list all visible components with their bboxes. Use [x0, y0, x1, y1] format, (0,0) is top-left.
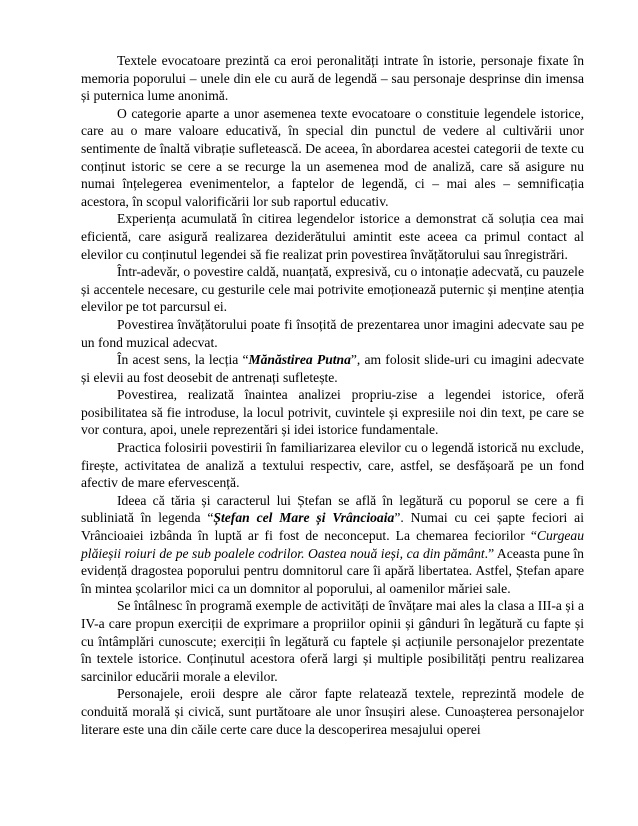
- paragraph-3-text: Experiența acumulată în citirea legendelor istorice a demonstrat că soluția cea mai eficientă, care asigură realizarea deziderătului amintit este aceea ca primul contact al elevilor cu conținutul legendei să fie realizat prin povestirea învățătorului sau înregistrări.: [81, 211, 584, 262]
- paragraph-9: [81, 492, 584, 598]
- paragraph-5: [81, 316, 584, 351]
- paragraph-9-text-c: .” Aceasta pune în evidență dragostea poporului pentru domnitorul care îi apără libertatea. Astfel, Ștefan apare în mintea școlarilor mici ca un domnitor al poporului, al oamenilor măriei sale.: [81, 545, 584, 596]
- paragraph-8-text: Practica folosirii povestirii în familiarizarea elevilor cu o legendă istorică nu exclude, firește, activitatea de analiză a textului respectiv, care, astfel, se desfășoară pe un fond afectiv de mare efervescență.: [81, 440, 584, 491]
- paragraph-9-text-b: ”. Numai cu cei șapte feciori ai Vrâncioaiei izbânda în luptă ar fi fost de neconceput. La chemarea feciorilor “: [81, 510, 584, 544]
- paragraph-10-text: Se întâlnesc în programă exemple de activități de învățare mai ales la clasa a III-a și a IV-a care propun exerciții de exprimare a propriilor opinii și gânduri în legătură cu fapte și cu întâmplări cunoscute; exerciții în legătură cu faptele și acțiunile personajelor prezentate în textele istorice. Conținutul acestora oferă largi și multiple posibilități pentru realizarea sarcinilor educării morale a elevilor.: [81, 598, 584, 684]
- paragraph-6-text-b: ”, am folosit slide-uri cu imagini adecvate și elevii au fost deosebit de antrenați sufletește.: [81, 352, 584, 385]
- paragraph-1: [81, 52, 584, 105]
- paragraph-4-text: Într-adevăr, o povestire caldă, nuanțată, expresivă, cu o intonație adecvată, cu pauzele și accentele necesare, cu gesturile cele mai potrivite emoționează puternic și menține atenția elevilor pe tot parcursul ei.: [81, 264, 584, 315]
- document-page: [81, 52, 584, 738]
- paragraph-3: [81, 210, 584, 263]
- paragraph-5-text: Povestirea învățătorului poate fi însoțită de prezentarea unor imagini adecvate sau pe un fond muzical adecvat.: [81, 316, 584, 350]
- paragraph-6: [81, 351, 584, 386]
- paragraph-2-text: O categorie aparte a unor asemenea texte evocatoare o constituie legendele istorice, care au o mare valoare educativă, în special din punctul de vedere al cultivării unor sentimente de înaltă vibrație sufletească. De aceea, în abordarea acestei categorii de texte cu conținut istoric se cere a se recurge la un asemenea mod de analiză, care să asigure nu numai înțelegerea evenimentelor, a faptelor de legendă, ci – mai ales – semnificația acestora, în scopul valorificării lor sub raportul educativ.: [81, 105, 584, 209]
- paragraph-8: [81, 439, 584, 492]
- paragraph-10: [81, 597, 584, 685]
- paragraph-11: [81, 685, 584, 738]
- paragraph-7-text: Povestirea, realizată înaintea analizei propriu-zise a legendei istorice, oferă posibilitatea să fie introduse, la locul potrivit, cuvintele și expresiile noi din text, pe care se vor contura, apoi, unele reprezentări și idei istorice fundamentale.: [81, 387, 584, 438]
- legend-title-stefan-vrancioaia: Ștefan cel Mare și Vrâncioaia: [213, 510, 395, 526]
- paragraph-2: [81, 105, 584, 211]
- paragraph-7: [81, 386, 584, 439]
- lesson-title-manastirea-putna: Mănăstirea Putna: [248, 352, 351, 368]
- paragraph-6-text-a: În acest sens, la lecția “: [117, 352, 249, 368]
- legend-quote: Curgeau plăieșii roiuri de pe sub poalele codrilor. Oastea nouă ieși, ca din pământ: [81, 528, 584, 561]
- paragraph-11-text: Personajele, eroii despre ale căror fapte relatează textele, reprezintă modele de conduită morală și civică, sunt purtătoare ale unor însușiri alese. Cunoașterea personajelor literare este una din căile certe care duce la descoperirea mesajului operei: [81, 686, 584, 737]
- paragraph-4: [81, 263, 584, 316]
- paragraph-9-text-a: Ideea că tăria și caracterul lui Ștefan se află în legătură cu poporul se cere a fi subliniată în legenda “: [81, 492, 584, 526]
- paragraph-1-text: Textele evocatoare prezintă ca eroi peronalități intrate în istorie, personaje fixate în memoria poporului – unele din ele cu aură de legendă – sau personaje desprinse din imensa și puternica lume anonimă.: [81, 53, 584, 104]
